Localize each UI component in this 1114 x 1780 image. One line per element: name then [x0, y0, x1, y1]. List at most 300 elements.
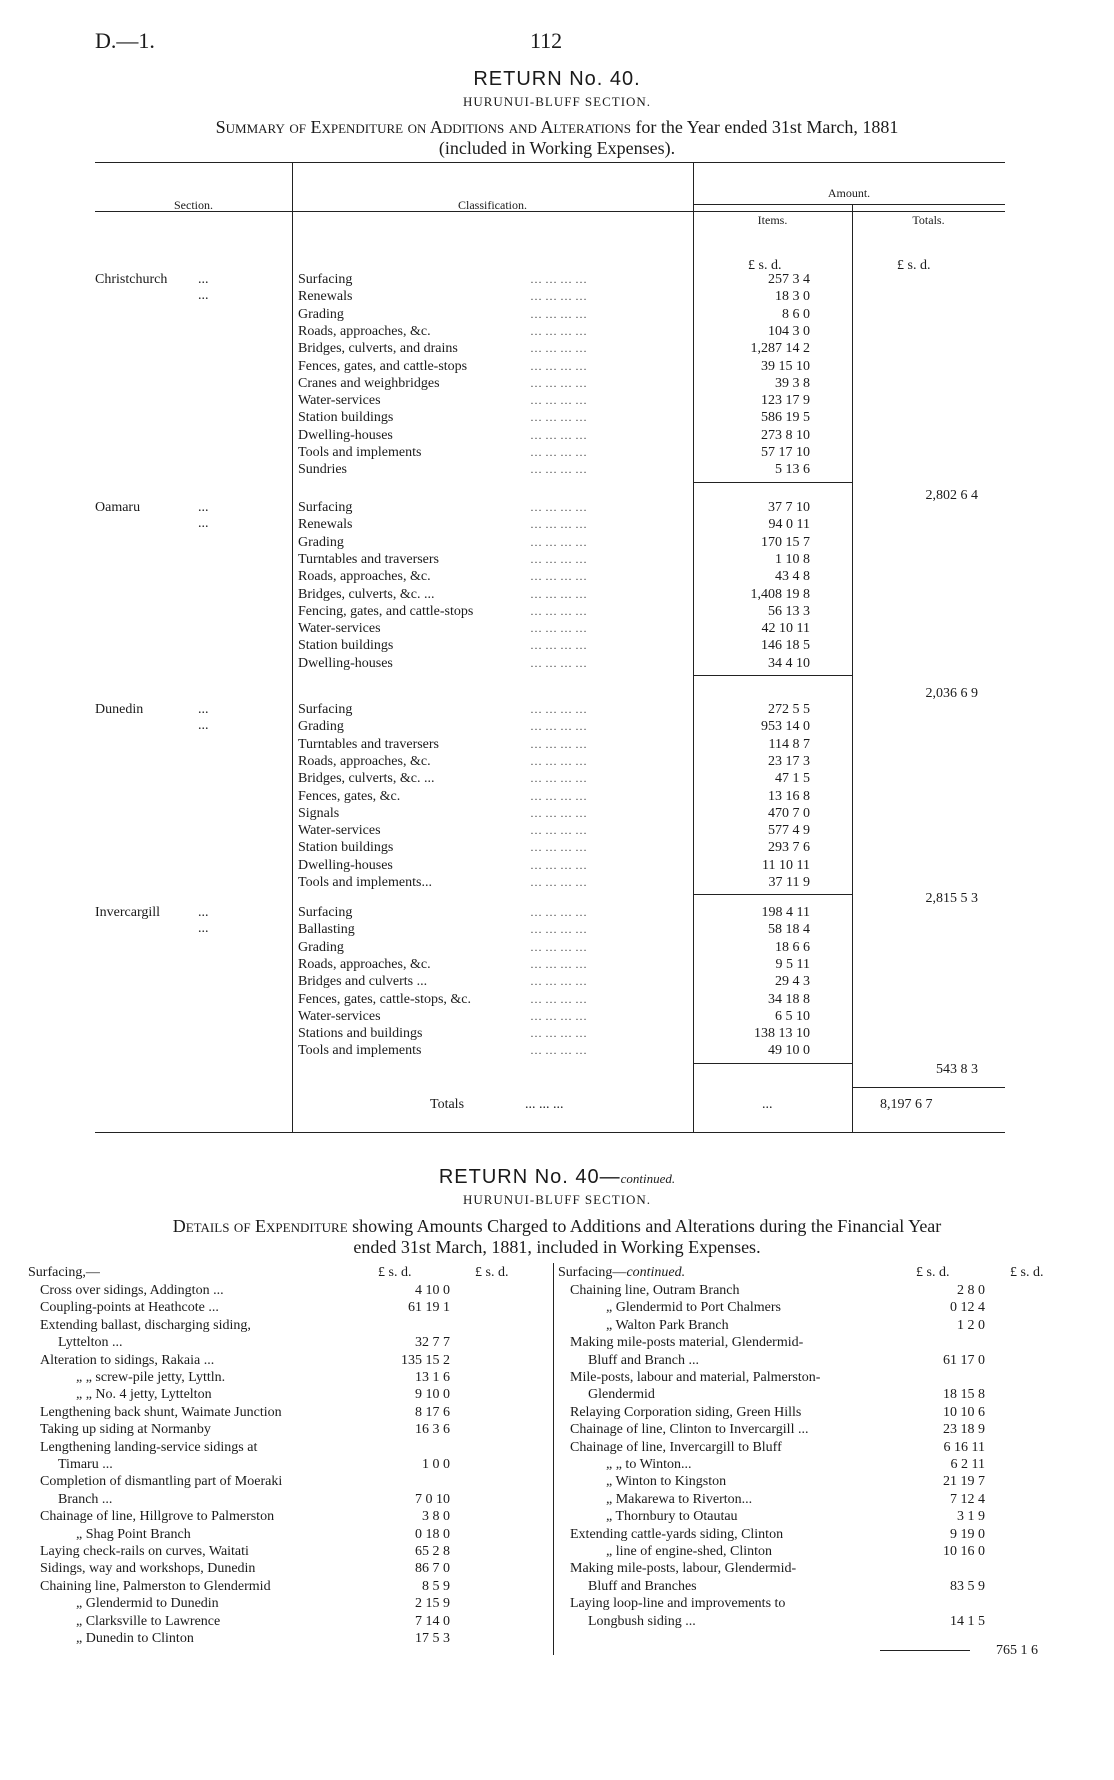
classification-label: Fencing, gates, and cattle-stops — [298, 603, 474, 619]
item-amount: 37 7 10 — [768, 500, 810, 515]
classification-row — [298, 702, 688, 719]
item-amount: 577 4 9 — [768, 823, 810, 839]
item-amount: 39 15 10 — [761, 358, 810, 374]
leader-dots: … … … … — [530, 375, 587, 390]
classification-label: Water-services — [298, 393, 381, 409]
item-amount: 58 18 4 — [768, 922, 810, 938]
detail-item: Glendermid — [588, 1387, 655, 1403]
detail-item: Making mile-posts material, Glendermid- — [570, 1335, 804, 1351]
classification-row — [298, 517, 688, 534]
section-total: 543 8 3 — [936, 1062, 978, 1077]
items-subtotal-rule — [693, 482, 852, 483]
totals-units: £ s. d. — [897, 258, 931, 273]
classification-row — [298, 428, 688, 445]
leader-dots: … … … … — [530, 805, 587, 820]
classification-row — [298, 754, 688, 771]
section-total: 2,815 5 3 — [925, 891, 978, 906]
section-name — [95, 272, 209, 303]
item-amount: 1 10 8 — [775, 551, 810, 567]
classification-label: Water-services — [298, 1008, 381, 1024]
detail-amount: 18 15 8 — [943, 1387, 985, 1403]
leader-dots: … … … … — [530, 410, 587, 425]
details-total-rule — [880, 1650, 970, 1651]
detail-item: Relaying Corporation siding, Green Hills — [570, 1404, 802, 1420]
detail-amount: 83 5 9 — [950, 1578, 985, 1594]
leader-dots: … … … … — [530, 534, 587, 549]
detail-item: „ line of engine-shed, Clinton — [606, 1544, 773, 1559]
detail-amount: 8 5 9 — [422, 1578, 450, 1594]
detail-item: „ „ No. 4 jetty, Lyttelton — [76, 1387, 212, 1403]
leader-dots: … … … … — [530, 974, 587, 989]
detail-item: Extending cattle-yards siding, Clinton — [570, 1526, 784, 1542]
classification-row — [298, 875, 688, 892]
classification-label: Grading — [298, 534, 344, 550]
grand-total-dots: ... ... ... — [525, 1097, 564, 1112]
detail-item: Making mile-posts, labour, Glendermid- — [570, 1561, 797, 1577]
item-amount: 198 4 11 — [761, 905, 810, 920]
item-amount: 273 8 10 — [761, 427, 810, 443]
classification-label: Bridges, culverts, &c. ... — [298, 771, 435, 787]
leader-dots: … … … … — [530, 939, 587, 954]
item-amount: 257 3 4 — [768, 272, 810, 287]
detail-item: Chaining line, Outram Branch — [570, 1283, 740, 1298]
summary-desc-line2: (included in Working Expenses). — [438, 138, 676, 158]
item-amount: 56 13 3 — [768, 603, 810, 619]
classification-row — [298, 858, 688, 875]
classification-row — [298, 462, 688, 479]
classification-label: Ballasting — [298, 922, 355, 938]
classification-label: Dwelling-houses — [298, 857, 393, 873]
item-amount: 953 14 0 — [761, 719, 810, 735]
detail-amount: 61 19 1 — [408, 1300, 450, 1316]
classification-row — [298, 840, 688, 857]
col-totals: Totals. — [912, 213, 945, 227]
detail-amount: 1 2 0 — [957, 1317, 985, 1333]
details-right-total: 765 1 6 — [996, 1643, 1038, 1658]
detail-item: Sidings, way and workshops, Dunedin — [40, 1561, 256, 1577]
section-dots: ... ... — [198, 905, 209, 936]
details-section-name: HURUNUI-BLUFF SECTION. — [462, 1192, 652, 1207]
section-label: Christchurch — [95, 272, 168, 287]
classification-row — [298, 957, 688, 974]
leader-dots: … … … … — [530, 272, 587, 286]
detail-item: Mile-posts, labour and material, Palmerston- — [570, 1370, 821, 1385]
detail-amount: 7 14 0 — [415, 1613, 450, 1629]
classification-row — [298, 341, 688, 358]
grand-total-row — [430, 1097, 690, 1114]
details-right-head — [558, 1265, 685, 1282]
item-amount: 470 7 0 — [768, 805, 810, 821]
item-amount: 8 6 0 — [782, 306, 810, 322]
leader-dots: … … … … — [530, 586, 587, 601]
grand-total-label: Totals — [430, 1097, 465, 1112]
item-amount: 37 11 9 — [768, 875, 810, 890]
detail-amount: 9 10 0 — [415, 1387, 450, 1403]
detail-item: Extending ballast, discharging siding, — [40, 1317, 251, 1333]
classification-row — [298, 1043, 688, 1060]
items-subtotal-rule — [693, 894, 852, 895]
section-label: Invercargill — [95, 905, 161, 920]
col-section: Section. — [174, 198, 213, 212]
leader-dots: … … … … — [530, 753, 587, 768]
classification-label: Roads, approaches, &c. — [298, 569, 431, 585]
details-right-head-cont: continued. — [626, 1265, 686, 1280]
classification-label: Tools and implements — [298, 1043, 422, 1059]
detail-amount: 21 19 7 — [943, 1474, 985, 1490]
leader-dots: … … … … — [530, 875, 587, 889]
detail-item: Bluff and Branch ... — [588, 1352, 699, 1368]
section-name — [95, 500, 209, 531]
leader-dots: … … … … — [530, 823, 587, 838]
item-amount: 1,287 14 2 — [750, 341, 810, 357]
leader-dots: … … … … — [530, 788, 587, 803]
classification-row — [298, 359, 688, 376]
classification-row — [298, 922, 688, 939]
detail-item: „ Clarksville to Lawrence — [76, 1613, 221, 1629]
classification-label: Roads, approaches, &c. — [298, 323, 431, 339]
grand-total-rule — [852, 1087, 1005, 1088]
classification-label: Station buildings — [298, 638, 394, 654]
detail-item: „ Glendermid to Dunedin — [76, 1596, 219, 1612]
section-dots: ... ... — [198, 500, 209, 531]
detail-item: Chaining line, Palmerston to Glendermid — [40, 1578, 271, 1594]
classification-row — [298, 569, 688, 586]
item-amount: 293 7 6 — [768, 840, 810, 856]
item-amount: 42 10 11 — [761, 621, 810, 637]
section-dots: ... ... — [198, 702, 209, 733]
col-amount: Amount. — [827, 186, 871, 200]
detail-item: Chainage of line, Hillgrove to Palmerston — [40, 1509, 275, 1525]
detail-amount: 65 2 8 — [415, 1544, 450, 1559]
classification-row — [298, 1026, 688, 1043]
detail-amount: 0 12 4 — [950, 1300, 985, 1316]
leader-dots: … … … … — [530, 1026, 587, 1041]
details-desc-line2: ended 31st March, 1881, included in Working Expenses. — [353, 1237, 761, 1257]
detail-amount: 2 15 9 — [415, 1596, 450, 1612]
item-amount: 5 13 6 — [775, 462, 810, 478]
detail-item: „ Thornbury to Otautau — [606, 1509, 738, 1525]
detail-item: Chainage of line, Invercargill to Bluff — [570, 1439, 782, 1455]
amount-rule — [693, 204, 1005, 205]
leader-dots: … … … … — [530, 922, 587, 937]
item-amount: 146 18 5 — [761, 638, 810, 654]
page-number: 112 — [530, 28, 563, 53]
leader-dots: … … … … — [530, 427, 587, 442]
classification-label: Stations and buildings — [298, 1026, 423, 1042]
item-amount: 13 16 8 — [768, 788, 810, 804]
classification-label: Bridges and culverts ... — [298, 974, 428, 990]
classification-row — [298, 823, 688, 840]
classification-row — [298, 771, 688, 788]
detail-amount: 23 18 9 — [943, 1422, 985, 1438]
leader-dots: … … … … — [530, 341, 587, 356]
classification-row — [298, 500, 688, 517]
detail-item: Timaru ... — [58, 1457, 113, 1472]
leader-dots: … … … … — [530, 306, 587, 321]
classification-label: Bridges, culverts, &c. ... — [298, 586, 435, 602]
classification-row — [298, 535, 688, 552]
table-top-rule — [95, 162, 1005, 163]
leader-dots: … … … … — [530, 393, 587, 408]
detail-amount: 2 8 0 — [957, 1283, 985, 1298]
details-title-main: RETURN No. 40— — [438, 1166, 621, 1188]
classification-row — [298, 410, 688, 427]
classification-label: Renewals — [298, 517, 353, 533]
item-amount: 18 6 6 — [775, 939, 810, 955]
section-dots: ... ... — [198, 272, 209, 303]
detail-item: Coupling-points at Heathcote ... — [40, 1300, 219, 1316]
item-amount: 1,408 19 8 — [750, 586, 810, 602]
detail-amount: 10 10 6 — [943, 1404, 985, 1420]
classification-label: Grading — [298, 306, 344, 322]
detail-amount: 135 15 2 — [401, 1352, 450, 1368]
col-divider-2 — [693, 162, 694, 1132]
leader-dots: … … … … — [530, 736, 587, 751]
detail-amount: 3 1 9 — [957, 1509, 985, 1525]
detail-item: Bluff and Branches — [588, 1578, 697, 1594]
classification-label: Fences, gates, and cattle-stops — [298, 358, 468, 374]
detail-item: Branch ... — [58, 1491, 113, 1507]
classification-label: Renewals — [298, 289, 353, 305]
classification-label: Surfacing — [298, 500, 353, 515]
classification-row — [298, 789, 688, 806]
detail-item: „ „ to Winton... — [606, 1457, 692, 1472]
detail-item: Lyttelton ... — [58, 1335, 123, 1351]
grand-total: 8,197 6 7 — [880, 1097, 933, 1112]
classification-row — [298, 905, 688, 922]
details-left-units2: £ s. d. — [475, 1265, 509, 1280]
section-name — [95, 905, 209, 936]
leader-dots: … … … … — [530, 462, 587, 477]
item-amount: 104 3 0 — [768, 323, 810, 339]
details-title-cont: continued. — [620, 1171, 676, 1186]
table-bottom-rule — [95, 1132, 1005, 1133]
details-desc-sc: Details of Expenditure — [172, 1216, 348, 1236]
classification-row — [298, 552, 688, 569]
item-amount: 9 5 11 — [775, 956, 810, 972]
leader-dots: … … … … — [530, 323, 587, 338]
classification-row — [298, 393, 688, 410]
detail-item: Laying check-rails on curves, Waitati — [40, 1544, 249, 1559]
leader-dots: … … … … — [530, 702, 587, 716]
detail-item: Chainage of line, Clinton to Invercargill ... — [570, 1422, 809, 1438]
col-divider-3 — [852, 205, 853, 1132]
classification-row — [298, 656, 688, 673]
classification-row — [298, 289, 688, 306]
item-amount: 11 10 11 — [762, 857, 810, 873]
leader-dots: … … … … — [530, 771, 587, 786]
item-amount: 114 8 7 — [768, 736, 810, 752]
classification-label: Turntables and traversers — [298, 551, 440, 567]
classification-label: Dwelling-houses — [298, 427, 393, 443]
details-right-head-text: Surfacing— — [558, 1265, 627, 1280]
classification-label: Fences, gates, cattle-stops, &c. — [298, 991, 472, 1007]
detail-amount: 6 2 11 — [950, 1457, 985, 1472]
classification-row — [298, 638, 688, 655]
details-description — [0, 1216, 1114, 1236]
classification-row — [298, 445, 688, 462]
leader-dots: … … … … — [530, 551, 587, 566]
leader-dots: … … … … — [530, 1008, 587, 1023]
classification-label: Station buildings — [298, 410, 394, 426]
detail-item: „ Makarewa to Riverton... — [606, 1491, 753, 1507]
details-col-divider — [553, 1263, 554, 1655]
detail-amount: 61 17 0 — [943, 1352, 985, 1368]
section-label: Oamaru — [95, 500, 141, 515]
leader-dots: … … … … — [530, 358, 587, 373]
leader-dots: … … … … — [530, 569, 587, 584]
leader-dots: … … … … — [530, 857, 587, 872]
classification-label: Surfacing — [298, 272, 353, 287]
detail-item: „ Dunedin to Clinton — [76, 1631, 194, 1646]
detail-amount: 9 19 0 — [950, 1526, 985, 1542]
classification-label: Station buildings — [298, 840, 394, 856]
detail-amount: 7 0 10 — [415, 1491, 450, 1507]
classification-row — [298, 272, 688, 289]
leader-dots: … … … … — [530, 638, 587, 653]
leader-dots: … … … … — [530, 445, 587, 459]
classification-label: Water-services — [298, 621, 381, 637]
item-amount: 18 3 0 — [775, 289, 810, 305]
classification-label: Roads, approaches, &c. — [298, 956, 431, 972]
leader-dots: … … … … — [530, 991, 587, 1006]
detail-amount: 14 1 5 — [950, 1613, 985, 1629]
detail-item: „ Walton Park Branch — [606, 1317, 729, 1333]
details-right-units2: £ s. d. — [1010, 1265, 1044, 1280]
item-amount: 34 4 10 — [768, 655, 810, 671]
classification-label: Dwelling-houses — [298, 655, 393, 671]
classification-label: Turntables and traversers — [298, 736, 440, 752]
detail-item: „ Glendermid to Port Chalmers — [606, 1300, 781, 1316]
item-amount: 170 15 7 — [761, 534, 810, 550]
item-amount: 23 17 3 — [768, 753, 810, 769]
classification-label: Surfacing — [298, 905, 353, 920]
classification-label: Fences, gates, &c. — [298, 788, 401, 804]
detail-amount: 32 7 7 — [415, 1335, 450, 1351]
leader-dots: … … … … — [530, 719, 587, 734]
items-subtotal-rule — [693, 675, 852, 676]
leader-dots: … … … … — [530, 500, 587, 514]
classification-row — [298, 806, 688, 823]
leader-dots: … … … … — [530, 956, 587, 971]
section-total: 2,802 6 4 — [925, 488, 978, 503]
section-total: 2,036 6 9 — [925, 686, 978, 701]
item-amount: 272 5 5 — [768, 702, 810, 717]
leader-dots: … … … … — [530, 289, 587, 304]
detail-amount: 13 1 6 — [415, 1370, 450, 1385]
detail-item: „ Shag Point Branch — [76, 1526, 191, 1542]
item-amount: 39 3 8 — [775, 375, 810, 391]
detail-amount: 10 16 0 — [943, 1544, 985, 1559]
classification-row — [298, 1009, 688, 1026]
summary-title: RETURN No. 40. — [473, 68, 641, 90]
grand-items: ... — [762, 1097, 773, 1112]
leader-dots: … … … … — [530, 840, 587, 855]
detail-item: Completion of dismantling part of Moeraki — [40, 1474, 283, 1490]
leader-dots: … … … … — [530, 603, 587, 618]
item-amount: 57 17 10 — [761, 445, 810, 460]
classification-label: Grading — [298, 939, 344, 955]
details-title — [0, 1166, 1114, 1189]
classification-row — [298, 621, 688, 638]
detail-item: Alteration to sidings, Rakaia ... — [40, 1352, 215, 1368]
leader-dots: … … … … — [530, 1043, 587, 1058]
classification-row — [298, 587, 688, 604]
detail-amount: 3 8 0 — [422, 1509, 450, 1525]
detail-item: Taking up siding at Normanby — [40, 1422, 211, 1438]
item-amount: 586 19 5 — [761, 410, 810, 426]
summary-desc-rest: for the Year ended 31st March, 1881 — [635, 117, 899, 137]
details-right-units: £ s. d. — [916, 1265, 950, 1280]
details-left-units: £ s. d. — [378, 1265, 412, 1280]
classification-label: Sundries — [298, 462, 347, 478]
detail-item: Cross over sidings, Addington ... — [40, 1283, 224, 1298]
detail-amount: 4 10 0 — [415, 1283, 450, 1298]
detail-item: „ Winton to Kingston — [606, 1474, 727, 1490]
classification-row — [298, 992, 688, 1009]
items-units: £ s. d. — [748, 258, 782, 273]
detail-item: Lengthening landing-service sidings at — [40, 1439, 258, 1455]
summary-description — [0, 117, 1114, 137]
item-amount: 138 13 10 — [754, 1026, 810, 1042]
detail-amount: 16 3 6 — [415, 1422, 450, 1438]
item-amount: 6 5 10 — [775, 1008, 810, 1024]
classification-row — [298, 604, 688, 621]
leader-dots: … … … … — [530, 655, 587, 670]
detail-amount: 1 0 0 — [422, 1457, 450, 1472]
col-classification: Classification. — [458, 198, 527, 212]
classification-label: Bridges, culverts, and drains — [298, 341, 458, 357]
classification-row — [298, 974, 688, 991]
classification-row — [298, 324, 688, 341]
item-amount: 29 4 3 — [775, 974, 810, 990]
item-amount: 34 18 8 — [768, 991, 810, 1007]
detail-amount: 0 18 0 — [415, 1526, 450, 1542]
details-desc-rest: showing Amounts Charged to Additions and Alterations during the Financial Year — [352, 1216, 942, 1236]
details-left-head: Surfacing,— — [28, 1265, 100, 1280]
detail-item: Laying loop-line and improvements to — [570, 1596, 786, 1612]
classification-label: Water-services — [298, 823, 381, 839]
leader-dots: … … … … — [530, 905, 587, 919]
detail-amount: 6 16 11 — [943, 1439, 985, 1455]
item-amount: 123 17 9 — [761, 393, 810, 409]
item-amount: 49 10 0 — [768, 1043, 810, 1059]
classification-label: Cranes and weighbridges — [298, 375, 440, 391]
detail-item: Longbush siding ... — [588, 1613, 696, 1629]
detail-amount: 17 5 3 — [415, 1631, 450, 1646]
leader-dots: … … … … — [530, 517, 587, 532]
classification-row — [298, 376, 688, 393]
item-amount: 94 0 11 — [768, 517, 810, 533]
classification-label: Signals — [298, 805, 340, 821]
classification-label: Surfacing — [298, 702, 353, 717]
item-amount: 47 1 5 — [775, 771, 810, 787]
classification-label: Tools and implements... — [298, 875, 432, 890]
section-label: Dunedin — [95, 702, 144, 717]
detail-amount: 7 12 4 — [950, 1491, 985, 1507]
items-subtotal-rule — [693, 1063, 852, 1064]
section-name — [95, 702, 209, 733]
leader-dots: … … … … — [530, 621, 587, 636]
detail-amount: 86 7 0 — [415, 1561, 450, 1577]
detail-item: Lengthening back shunt, Waimate Junction — [40, 1404, 282, 1420]
detail-amount: 8 17 6 — [415, 1404, 450, 1420]
summary-section-name: HURUNUI-BLUFF SECTION. — [462, 94, 652, 109]
classification-label: Roads, approaches, &c. — [298, 753, 431, 769]
classification-label: Tools and implements — [298, 445, 422, 460]
doc-reference: D.—1. — [95, 28, 155, 53]
col-divider-1 — [292, 162, 293, 1132]
